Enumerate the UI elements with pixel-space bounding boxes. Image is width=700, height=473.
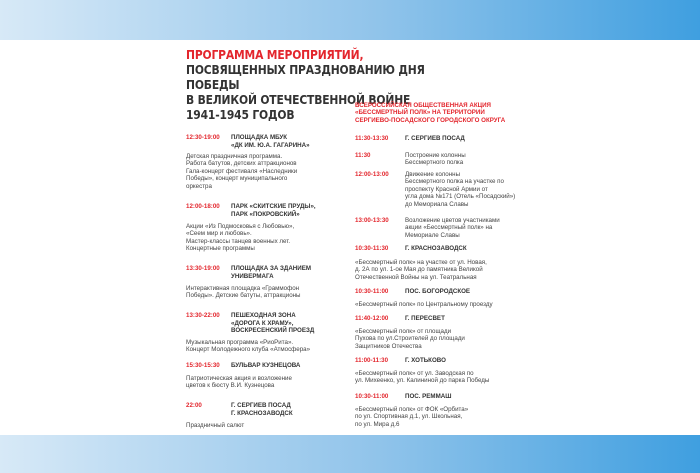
event-time: 22:00 xyxy=(186,402,202,409)
event-time: 12:00-13:00 xyxy=(355,171,389,178)
title-line-3: В ВЕЛИКОЙ ОТЕЧЕСТВЕННОЙ ВОЙНЕ xyxy=(186,92,411,107)
event-time: 12:00-18:00 xyxy=(186,203,220,210)
event-place: БУЛЬВАР КУЗНЕЦОВА xyxy=(231,362,301,369)
event-description: Возложение цветов участниками акции «Бессмертный полк» на Мемориале Славы xyxy=(405,217,500,239)
event-description: Интерактивная площадка «Граммофон Победы». Детские батуты, аттракционы xyxy=(186,285,301,300)
event-time: 13:30-22:00 xyxy=(186,312,220,319)
event-place: ПЕШЕХОДНАЯ ЗОНА «ДОРОГА К ХРАМУ», ВОСКРЕСЕНСКИЙ ПРОЕЗД xyxy=(231,312,315,334)
event-place: ПОС. БОГОРОДСКОЕ xyxy=(405,288,471,295)
event-time: 13:30-19:00 xyxy=(186,265,220,272)
event-place: ПЛОЩАДКА МБУК «ДК ИМ. Ю.А. ГАГАРИНА» xyxy=(231,134,310,149)
event-description: «Бессмертный полк» на участке от ул. Новая, д. 2А по ул. 1-ое Мая до памятника Великой Отечественной Войны на ул. Театральная xyxy=(355,259,487,281)
event-time: 12:30-19:00 xyxy=(186,134,220,141)
event-description: Праздничный салют xyxy=(186,422,245,429)
event-place: Г. СЕРГИЕВ ПОСАД Г. КРАСНОЗАВОДСК xyxy=(231,402,293,417)
action-heading: ВСЕРОССИЙСКАЯ ОБЩЕСТВЕННАЯ АКЦИЯ «БЕССМЕРТНЫЙ ПОЛК» НА ТЕРРИТОРИИ СЕРГИЕВО-ПОСАДСКОГО ГОРОДСКОГО ОКРУГА xyxy=(355,102,506,124)
event-place: Г. СЕРГИЕВ ПОСАД xyxy=(405,135,465,142)
event-place: ПАРК «СКИТСКИЕ ПРУДЫ», ПАРК «ПОКРОВСКИЙ» xyxy=(231,203,316,218)
event-place: Г. ХОТЬКОВО xyxy=(405,357,446,364)
event-time: 10:30-11:00 xyxy=(355,393,389,400)
event-time: 13:00-13:30 xyxy=(355,217,389,224)
event-time: 11:30-13:30 xyxy=(355,135,389,142)
program-page xyxy=(0,40,700,435)
event-place: Г. ПЕРЕСВЕТ xyxy=(405,315,445,322)
title-line-2: ПОСВЯЩЕННЫХ ПРАЗДНОВАНИЮ ДНЯ ПОБЕДЫ xyxy=(186,62,425,92)
event-description: Движение колонны Бессмертного полка на участке по проспекту Красной Армии от угла дома №171 (Отель «Посадский») до Мемориала Славы xyxy=(405,171,516,208)
event-time: 11:30 xyxy=(355,152,371,159)
top-blue-band xyxy=(0,0,700,40)
event-description: Патриотическая акция и возложение цветов к бюсту В.И. Кузнецова xyxy=(186,375,292,390)
event-time: 10:30-11:00 xyxy=(355,288,389,295)
event-description: Музыкальная программа «РиоРита». Концерт Молодежного клуба «Атмосфера» xyxy=(186,339,311,354)
event-time: 11:00-11:30 xyxy=(355,357,389,364)
event-description: Построение колонны Бессмертного полка xyxy=(405,152,466,167)
bottom-blue-band xyxy=(0,435,700,473)
event-description: «Бессмертный полк» от ул. Заводская по ул. Михеенко, ул. Калининой до парка Победы xyxy=(355,370,490,385)
title-line-red: ПРОГРАММА МЕРОПРИЯТИЙ, xyxy=(186,47,364,62)
event-time: 11:40-12:00 xyxy=(355,315,389,322)
event-place: ПОС. РЕММАШ xyxy=(405,393,452,400)
title-line-4: 1941-1945 ГОДОВ xyxy=(186,107,295,122)
event-description: «Бессмертный полк» по Центральному проезду xyxy=(355,301,493,308)
event-description: Детская праздничная программа. Работа батутов, детских аттракционов Гала-концерт фестиваля «Наследники Победы», концерт муниципального оркестра xyxy=(186,153,298,190)
event-description: Акции «Из Подмосковья с Любовью», «Сеем мир и любовь». Мастер-классы танцев военных лет. Концертные программы xyxy=(186,223,295,253)
event-time: 10:30-11:30 xyxy=(355,245,389,252)
event-place: ПЛОЩАДКА ЗА ЗДАНИЕМ УНИВЕРМАГА xyxy=(231,265,311,280)
event-time: 15:30-15:30 xyxy=(186,362,220,369)
event-description: «Бессмертный полк» от ФОК «Орбита» по ул. Спортивная д.1, ул. Школьная, по ул. Мира д.6 xyxy=(355,406,469,428)
event-description: «Бессмертный полк» от площади Пухова по ул.Строителей до площади Защитников Отечества xyxy=(355,328,465,350)
event-place: Г. КРАСНОЗАВОДСК xyxy=(405,245,467,252)
